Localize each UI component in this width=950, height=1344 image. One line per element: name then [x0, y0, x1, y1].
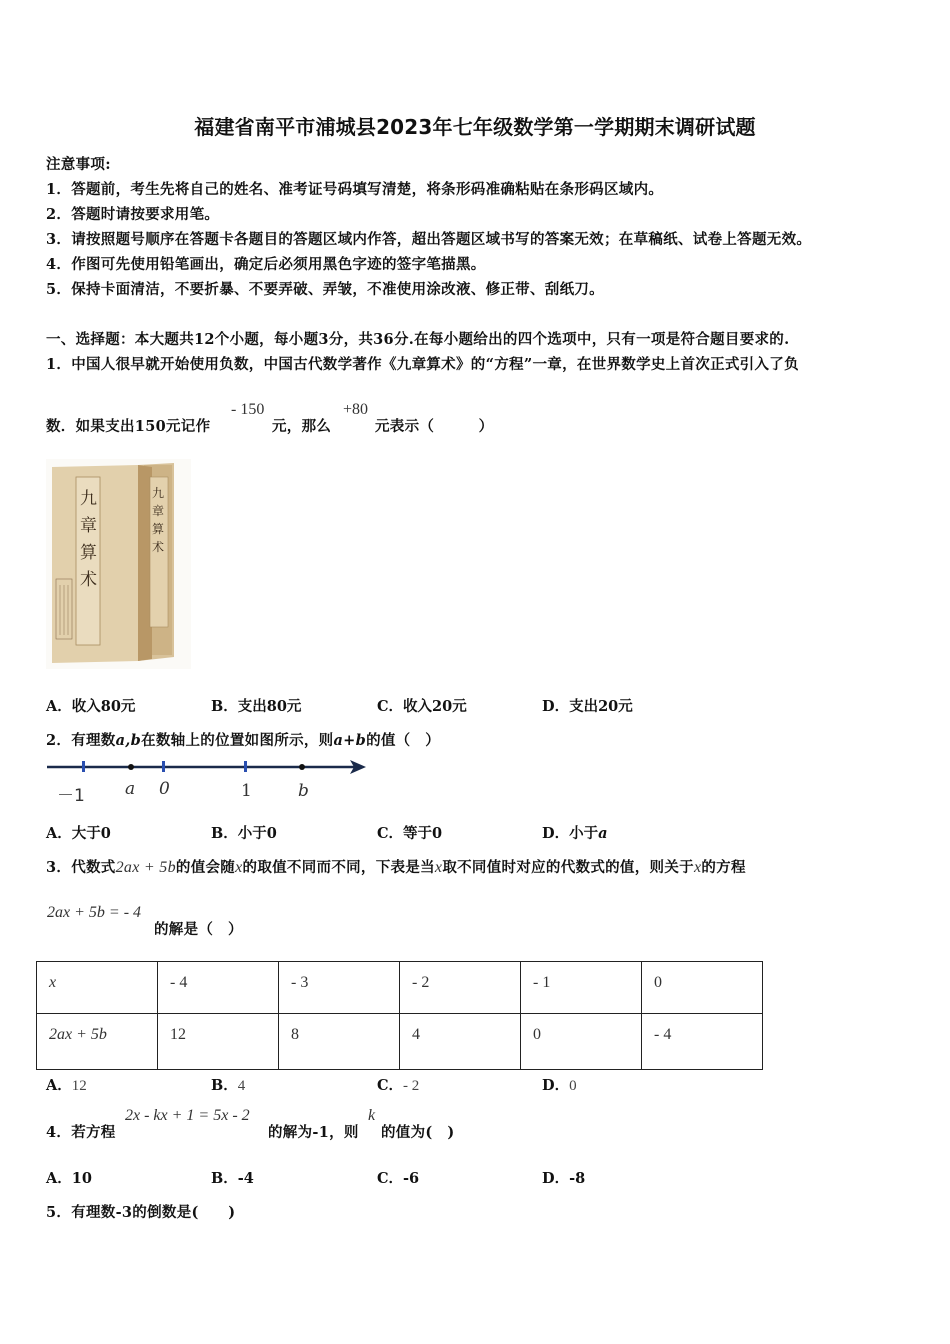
q4-text-c: 的值为( ): [381, 1124, 455, 1141]
q2-var-apb: a+b: [333, 732, 367, 749]
note-item: 1．答题前，考生先将自己的姓名、准考证号码填写清楚，将条形码准确粘贴在条形码区域内。: [46, 181, 664, 198]
table-cell: x: [37, 962, 158, 1014]
q2-option-d-label: D．小于: [542, 825, 599, 842]
q3-option-a-value: 12: [71, 1078, 87, 1094]
q5-stem: 5．有理数-3的倒数是( ): [46, 1204, 236, 1221]
q3-text-e: 的方程: [701, 859, 746, 876]
q2-text-a: 2．有理数: [46, 732, 116, 749]
notes-heading: 注意事项:: [46, 156, 111, 173]
q3-option-b[interactable]: [211, 1074, 245, 1095]
q4-text-a: 4．若方程: [46, 1124, 116, 1141]
q3-option-c[interactable]: [377, 1074, 419, 1095]
svg-text:算: 算: [152, 522, 165, 536]
table-row: [37, 962, 763, 1014]
q2-option-b[interactable]: B．小于0: [211, 825, 277, 842]
q3-option-c-label: C．: [377, 1077, 404, 1094]
note-item: 2．答题时请按要求用笔。: [46, 206, 220, 223]
note-item: 5．保持卡面清洁，不要折暴、不要弄破、弄皱，不准使用涂改液、修正带、刮纸刀。: [46, 281, 604, 298]
q3-option-d-value: 0: [569, 1078, 577, 1094]
q3-text-d: 取不同值时对应的代数式的值，则关于: [442, 859, 694, 876]
q3-text-f: 的解是（ ）: [154, 921, 243, 938]
nl-label-0: 0: [159, 779, 170, 799]
table-cell: 0: [642, 962, 763, 1014]
table-cell: - 1: [521, 962, 642, 1014]
table-cell: - 2: [400, 962, 521, 1014]
q1-text-c: 元表示（ ）: [375, 418, 494, 435]
q1-option-a[interactable]: A．收入80元: [46, 698, 136, 715]
q1-option-d[interactable]: D．支出20元: [542, 698, 633, 715]
q4-option-a[interactable]: A．10: [46, 1170, 92, 1187]
nl-label-neg1: －1: [57, 786, 85, 806]
q3-var-x2: x: [434, 859, 443, 876]
q3-option-a[interactable]: [46, 1074, 87, 1095]
svg-text:章: 章: [80, 516, 97, 536]
q3-option-d-label: D．: [542, 1077, 570, 1094]
q3-stem: [46, 856, 746, 877]
q3-var-x1: x: [235, 859, 243, 876]
q3-option-c-value: - 2: [403, 1078, 420, 1094]
note-item: 4．作图可先使用铅笔画出，确定后必须用黑色字迹的签字笔描黑。: [46, 256, 486, 273]
table-cell: - 4: [158, 962, 279, 1014]
note-item: 3．请按照题号顺序在答题卡各题目的答题区域内作答，超出答题区域书写的答案无效；在草稿纸、试卷上答题无效。: [46, 231, 812, 248]
svg-text:九: 九: [152, 486, 165, 500]
q2-stem: [46, 729, 440, 750]
q4-var-k: k: [368, 1107, 376, 1124]
q2-option-a[interactable]: A．大于0: [46, 825, 111, 842]
q4-equation: 2x - kx + 1 = 5x - 2: [125, 1107, 250, 1124]
q1-math-neg150: - 150: [231, 401, 265, 418]
q4-option-d[interactable]: D．-8: [542, 1170, 586, 1187]
q4-option-c[interactable]: C．-6: [377, 1170, 420, 1187]
q3-text-c: 的取值不同而不同，下表是当: [242, 859, 435, 876]
q4-text-b: 的解为-1，则: [268, 1124, 359, 1141]
table-cell: 4: [400, 1014, 521, 1070]
q3-text-a: 3．代数式: [46, 859, 116, 876]
q1-line1: 1．中国人很早就开始使用负数，中国古代数学著作《九章算术》的“方程”一章，在世界数学史上首次正式引入了负: [46, 356, 799, 373]
nl-label-1: 1: [241, 781, 252, 801]
nl-label-b: b: [298, 781, 309, 801]
table-cell: 12: [158, 1014, 279, 1070]
q4-option-b[interactable]: B．-4: [211, 1170, 254, 1187]
q2-option-d[interactable]: [542, 822, 607, 843]
table-cell: 2ax + 5b: [37, 1014, 158, 1070]
q3-option-a-label: A．: [46, 1077, 72, 1094]
q3-value-table: [36, 961, 763, 1070]
q2-text-b: 在数轴上的位置如图所示，则: [141, 732, 334, 749]
q1-math-plus80: +80: [343, 401, 369, 418]
nl-label-a: a: [125, 779, 136, 799]
q1-option-c[interactable]: C．收入20元: [377, 698, 467, 715]
table-cell: 8: [279, 1014, 400, 1070]
book-image: [46, 459, 191, 669]
q3-option-b-value: 4: [237, 1078, 246, 1094]
page-title: 福建省南平市浦城县2023年七年级数学第一学期期末调研试题: [194, 115, 756, 139]
q3-option-d[interactable]: [542, 1074, 577, 1095]
section-heading: 一、选择题：本大题共12个小题，每小题3分，共36分.在每小题给出的四个选项中，只有一项是符合题目要求的.: [46, 331, 790, 348]
q2-var-ab: a,b: [115, 732, 142, 749]
q3-var-x3: x: [693, 859, 702, 876]
table-row: [37, 1014, 763, 1070]
q3-expr: 2ax + 5b: [115, 859, 176, 876]
q2-option-c[interactable]: C．等于0: [377, 825, 443, 842]
table-cell: - 3: [279, 962, 400, 1014]
number-line: [44, 756, 374, 804]
q3-option-b-label: B．: [211, 1077, 238, 1094]
svg-text:算: 算: [80, 543, 97, 563]
q2-option-d-var: a: [598, 825, 608, 842]
svg-text:术: 术: [152, 540, 165, 554]
svg-text:九: 九: [80, 489, 97, 509]
q3-equation: 2ax + 5b = - 4: [47, 904, 142, 921]
q1-text-a: 数．如果支出150元记作: [46, 418, 211, 435]
svg-text:章: 章: [152, 504, 165, 518]
table-cell: - 4: [642, 1014, 763, 1070]
q3-text-b: 的值会随: [175, 859, 236, 876]
table-cell: 0: [521, 1014, 642, 1070]
q2-text-c: 的值（ ）: [366, 732, 441, 749]
svg-text:术: 术: [80, 570, 97, 590]
q1-text-b: 元，那么: [272, 418, 332, 435]
q1-option-b[interactable]: B．支出80元: [211, 698, 302, 715]
